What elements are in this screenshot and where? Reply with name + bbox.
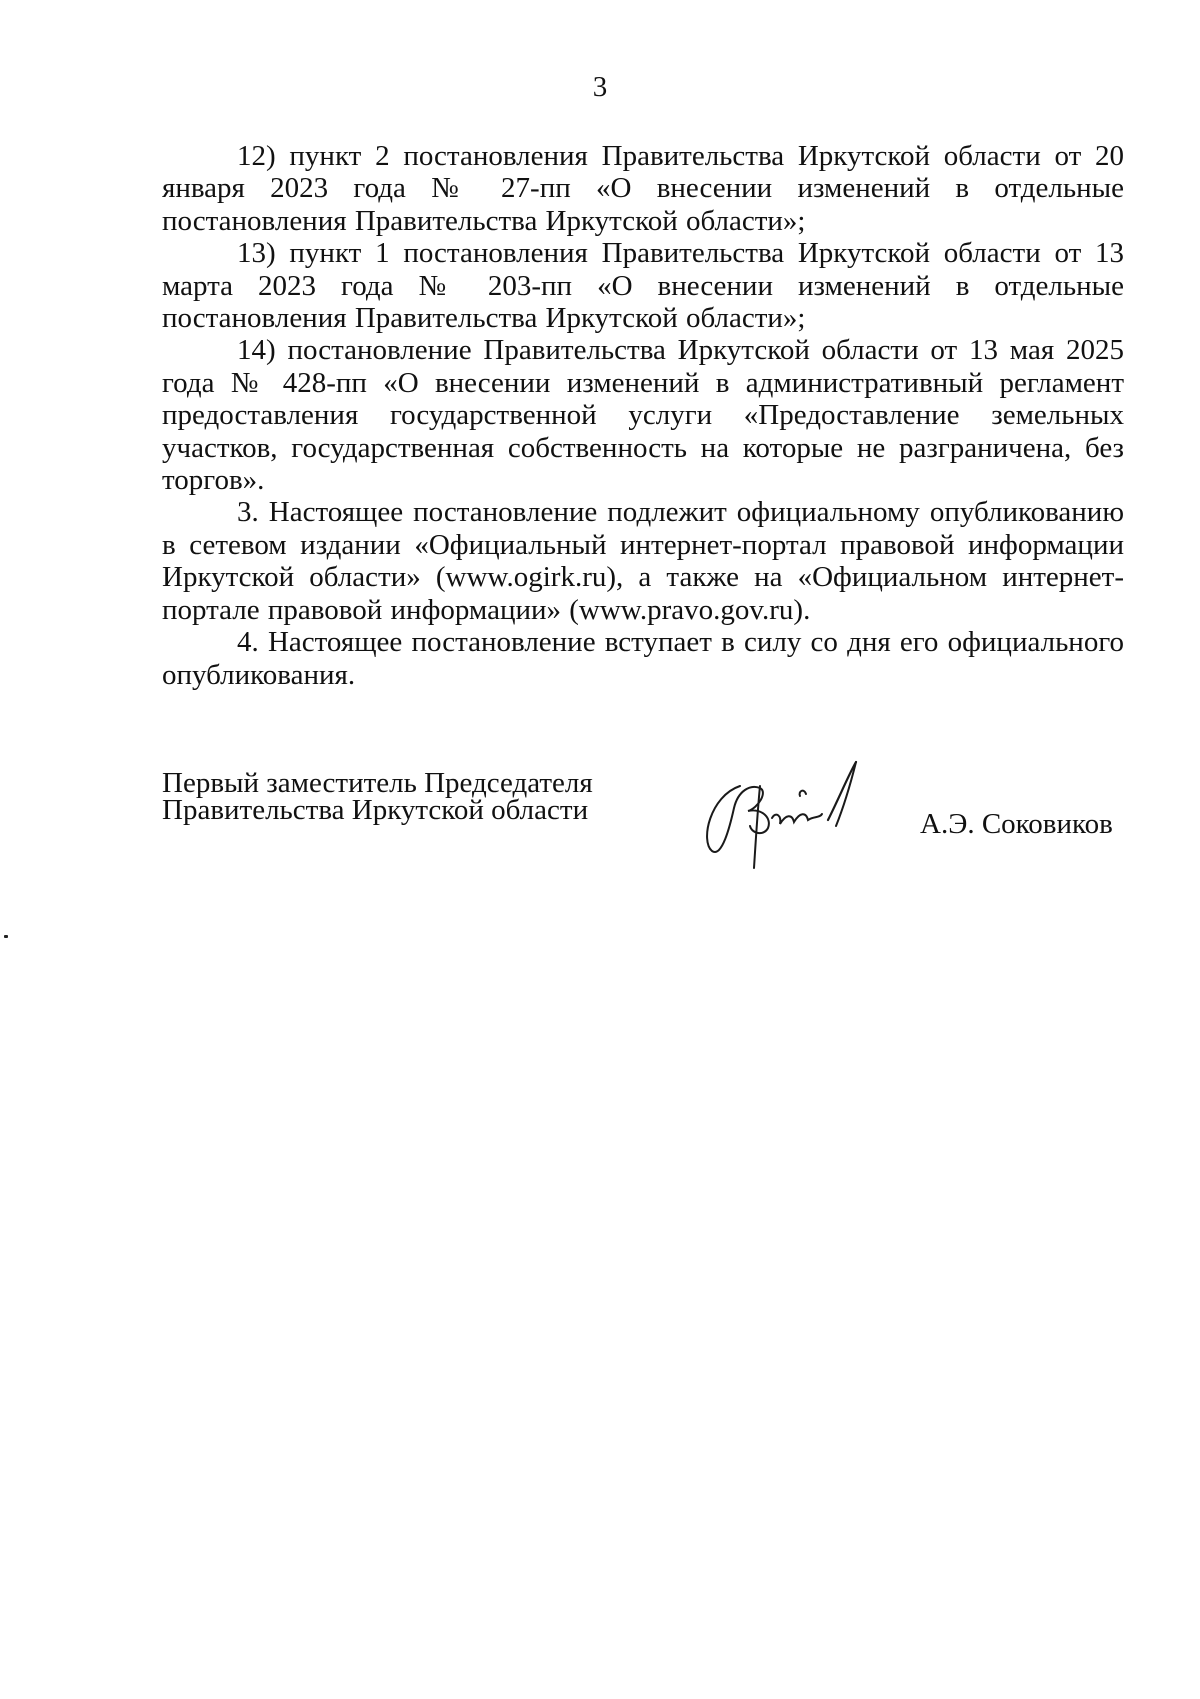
page-number: 3 [592,71,608,103]
paragraph-item-12: 12) пункт 2 постановления Правительства Иркутской области от 20 января 2023 года № 27-пп «О внесении изменений в отдельные постановления Правительства Иркутской области»; [162,140,1124,237]
scan-artifact-mark [4,935,8,938]
signatory-position-line-1: Первый заместитель Председателя [162,767,593,799]
paragraph-item-14: 14) постановление Правительства Иркутской области от 13 мая 2025 года № 428-пп «О внесении изменений в административный регламент предоставления государственной услуги «Предоставление земельных участков, государственная собственность на которые не разграничена, без торгов». [162,334,1124,497]
paragraph-item-13: 13) пункт 1 постановления Правительства Иркутской области от 13 марта 2023 года № 203-пп «О внесении изменений в отдельные постановления Правительства Иркутской области»; [162,237,1124,335]
paragraph-section-4: 4. Настоящее постановление вступает в силу со дня его официального опубликования. [162,626,1124,691]
paragraph-section-3: 3. Настоящее постановление подлежит официальному опубликованию в сетевом издании «Официальный интернет-портал правовой информации Иркутской области» (www.ogirk.ru), а также на «Официальном интернет-портале правовой информации» (www.pravo.gov.ru). [162,496,1124,626]
signer-name: А.Э. Соковиков [920,808,1113,840]
signatory-position [162,767,593,826]
handwritten-signature-icon [700,756,900,876]
document-body [162,140,1124,691]
signatory-position-line-2: Правительства Иркутской области [162,794,589,826]
